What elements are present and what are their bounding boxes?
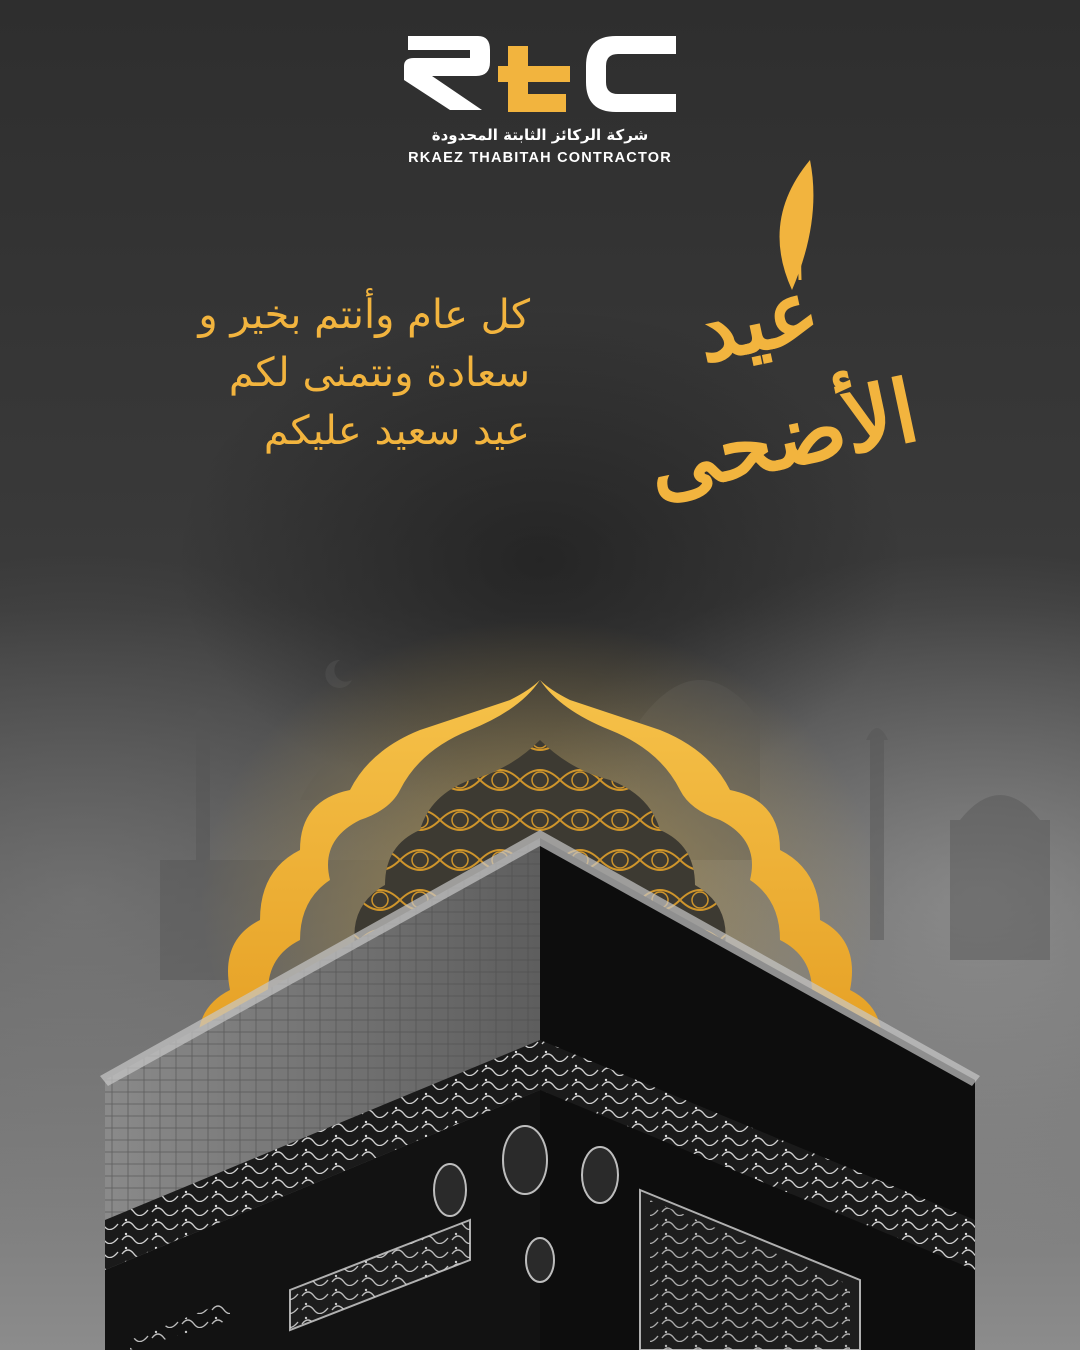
kaaba-scene — [0, 600, 1080, 1350]
greeting-text — [110, 286, 530, 460]
rtc-logo-icon — [390, 28, 690, 120]
greeting-line: كل عام وأنتم بخير و — [198, 292, 530, 338]
company-name-arabic: شركة الركائز الثابتة المحدودة — [431, 126, 649, 144]
greeting-line: سعادة ونتمنى لكم — [228, 350, 530, 396]
eid-calligraphy — [560, 160, 980, 516]
brand-logo — [390, 28, 690, 166]
company-name-english: RKAEZ THABITAH CONTRACTOR — [408, 150, 672, 166]
greeting-line: عيد سعيد عليكم — [263, 408, 530, 454]
eid-adha-title: عيد الأضحى — [638, 258, 927, 516]
